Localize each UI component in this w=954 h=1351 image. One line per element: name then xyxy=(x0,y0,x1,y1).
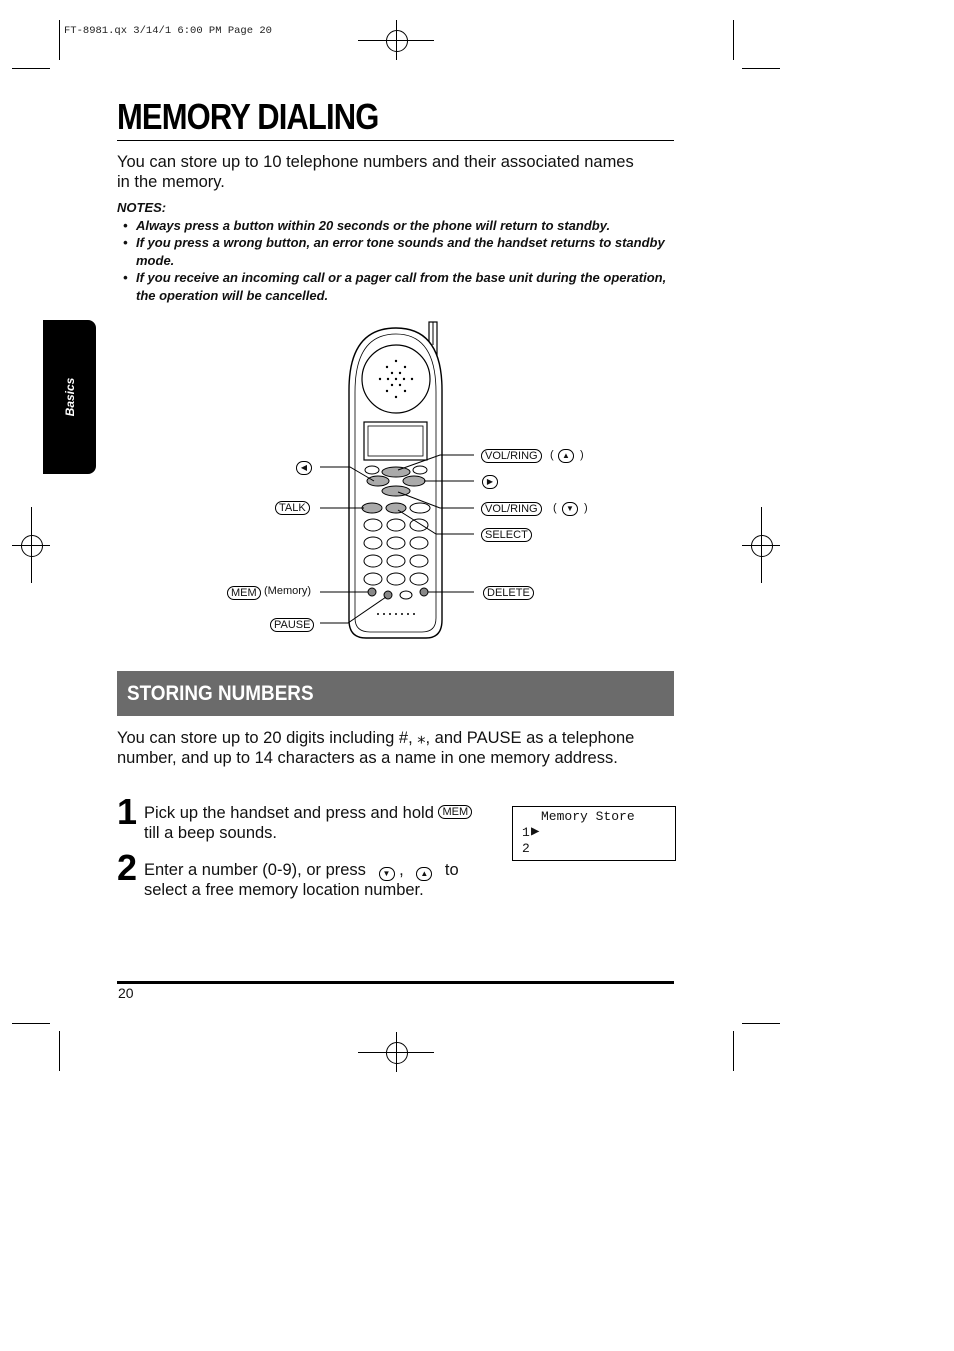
note-item: • If you press a wrong button, an error tone sounds and the handset returns to standby mode. xyxy=(117,234,677,269)
left-arrow-key-icon: ◀ xyxy=(296,461,312,475)
lcd-line-3: 2 xyxy=(522,841,530,856)
page-title: MEMORY DIALING xyxy=(117,96,379,137)
step-text xyxy=(144,861,514,901)
step-number: 2 xyxy=(117,847,138,888)
vol-ring-down-label: VOL/RING xyxy=(481,502,542,516)
select-key-label: SELECT xyxy=(481,528,532,542)
right-arrow-key-icon: ▶ xyxy=(482,475,498,489)
close-paren: ) xyxy=(584,502,588,514)
open-paren: ( xyxy=(550,449,554,461)
up-arrow-icon: ▲ xyxy=(558,449,574,463)
up-arrow-icon: ▲ xyxy=(416,867,432,881)
section-title: STORING NUMBERS xyxy=(127,682,314,705)
section-header xyxy=(117,671,674,716)
step-text-before: Pick up the handset and press and hold xyxy=(144,804,434,822)
print-slug: FT-8981.qx 3/14/1 6:00 PM Page 20 xyxy=(64,25,272,37)
lcd-display xyxy=(512,806,676,861)
memory-label: (Memory) xyxy=(264,585,312,597)
lcd-line-1: Memory Store xyxy=(541,809,635,824)
step-text-line2: select a free memory location number. xyxy=(144,881,424,899)
side-tab-label: Basics xyxy=(62,377,77,417)
down-arrow-icon: ▼ xyxy=(379,867,395,881)
step-text xyxy=(144,804,514,843)
lcd-cursor-icon: ▶ xyxy=(531,824,540,840)
down-arrow-icon: ▼ xyxy=(562,502,578,516)
intro-paragraph: You can store up to 10 telephone numbers and their associated names in the memory. xyxy=(117,153,634,191)
pause-key-label: PAUSE xyxy=(270,618,314,632)
footer-rule xyxy=(117,981,674,984)
step-text-before: Enter a number (0-9), or press xyxy=(144,861,366,879)
lcd-line-2: 1 xyxy=(522,825,530,840)
delete-key-label: DELETE xyxy=(483,586,534,600)
step-text-after: to xyxy=(444,861,459,879)
close-paren: ) xyxy=(580,449,584,461)
vol-ring-up-label: VOL/RING xyxy=(481,449,542,463)
talk-key-label: TALK xyxy=(275,501,310,515)
comma: , xyxy=(399,861,404,879)
step-number: 1 xyxy=(117,791,138,832)
mem-key-icon: MEM xyxy=(438,805,472,819)
mem-key-label: MEM xyxy=(227,586,261,600)
notes-heading: NOTES: xyxy=(117,200,167,215)
step-text-after: till a beep sounds. xyxy=(144,823,278,842)
note-item: • If you receive an incoming call or a pager call from the base unit during the operation, the operation will be cancelled. xyxy=(117,269,677,304)
note-item: • Always press a button within 20 seconds or the phone will return to standby. xyxy=(117,217,677,235)
section-intro: You can store up to 20 digits including #, ⁎, and PAUSE as a telephone number, and up to 14 characters as a name in one memory address. xyxy=(117,729,635,767)
page-number: 20 xyxy=(118,985,134,1001)
open-paren: ( xyxy=(553,502,557,514)
